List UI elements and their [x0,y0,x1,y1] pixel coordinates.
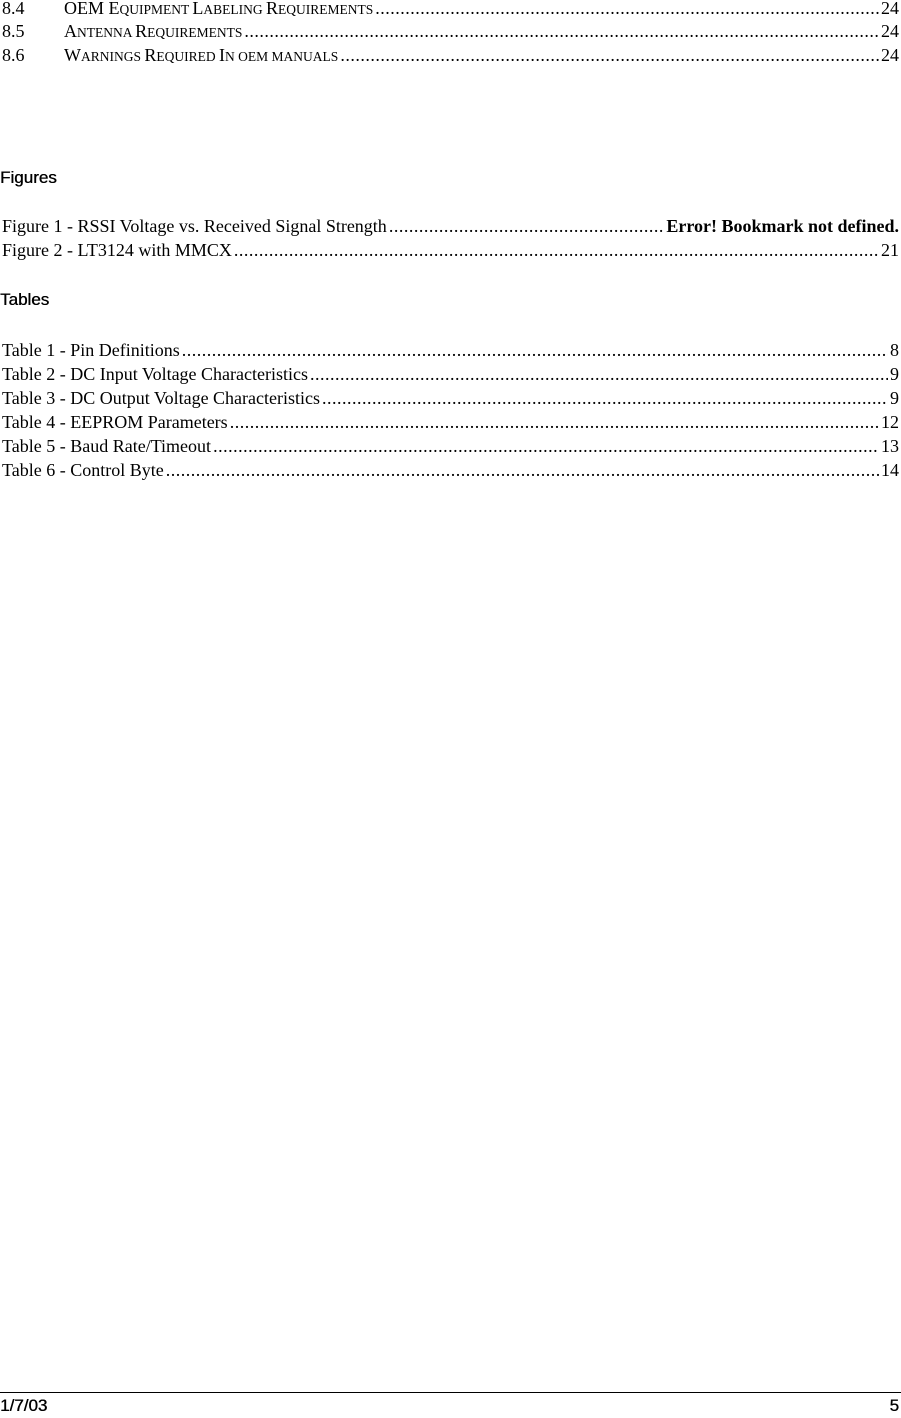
toc-entry-number: 8.4 [2,0,25,18]
table-entry-page: 9 [890,388,899,408]
table-entry-title: Table 6 - Control Byte [2,460,164,480]
table-entry-4[interactable] [2,411,899,433]
table-entry-page: 9 [890,364,899,384]
dot-leader [310,363,888,385]
table-entry-title: Table 2 - DC Input Voltage Characteristics [2,364,308,384]
dot-leader [182,339,888,361]
table-entry-title: Table 5 - Baud Rate/Timeout [2,436,212,456]
figure-entry-title: Figure 1 - RSSI Voltage vs. Received Signal Strength [2,216,387,236]
dot-leader [234,239,879,261]
table-entry-6[interactable] [2,459,899,481]
table-entry-title: Table 1 - Pin Definitions [2,340,180,360]
table-entry-3[interactable] [2,387,899,409]
dot-leader [213,435,879,457]
table-entry-page: 13 [881,436,899,456]
table-entry-2[interactable] [2,363,899,385]
toc-entry-page: 24 [881,0,899,18]
dot-leader [244,20,879,42]
figure-entry-1[interactable] [2,215,899,237]
tables-heading: Tables [0,290,50,309]
footer-divider [0,1392,901,1393]
table-entry-page: 8 [890,340,899,360]
figure-entry-page: Error! Bookmark not defined. [666,216,899,236]
toc-entry-8-5[interactable] [2,20,899,42]
footer-date: 1/7/03 [0,1396,48,1415]
toc-entry-number: 8.5 [2,21,25,41]
dot-leader [340,44,879,66]
table-entry-page: 12 [881,412,899,432]
toc-entry-8-4[interactable] [2,0,899,19]
table-entry-5[interactable] [2,435,899,457]
table-entry-title: Table 3 - DC Output Voltage Characteristics [2,388,321,408]
dot-leader [322,387,888,409]
table-entry-page: 14 [881,460,899,480]
dot-leader [166,459,879,481]
toc-entry-number: 8.6 [2,45,25,65]
dot-leader [375,0,879,19]
table-entry-title: Table 4 - EEPROM Parameters [2,412,228,432]
dot-leader [230,411,879,433]
figures-heading: Figures [0,168,57,187]
figure-entry-title: Figure 2 - LT3124 with MMCX [2,240,232,260]
footer-page-number: 5 [889,1396,899,1415]
toc-entry-title: OEM EQUIPMENT LABELING REQUIREMENTS [64,0,374,18]
toc-entry-8-6[interactable] [2,44,899,66]
dot-leader [389,215,665,237]
figure-entry-page: 21 [881,240,899,260]
toc-entry-page: 24 [881,45,899,65]
figure-entry-2[interactable] [2,239,899,261]
table-entry-1[interactable] [2,339,899,361]
toc-entry-page: 24 [881,21,899,41]
toc-entry-title: ANTENNA REQUIREMENTS [64,21,243,41]
toc-entry-title: WARNINGS REQUIRED IN OEM MANUALS [64,45,339,65]
